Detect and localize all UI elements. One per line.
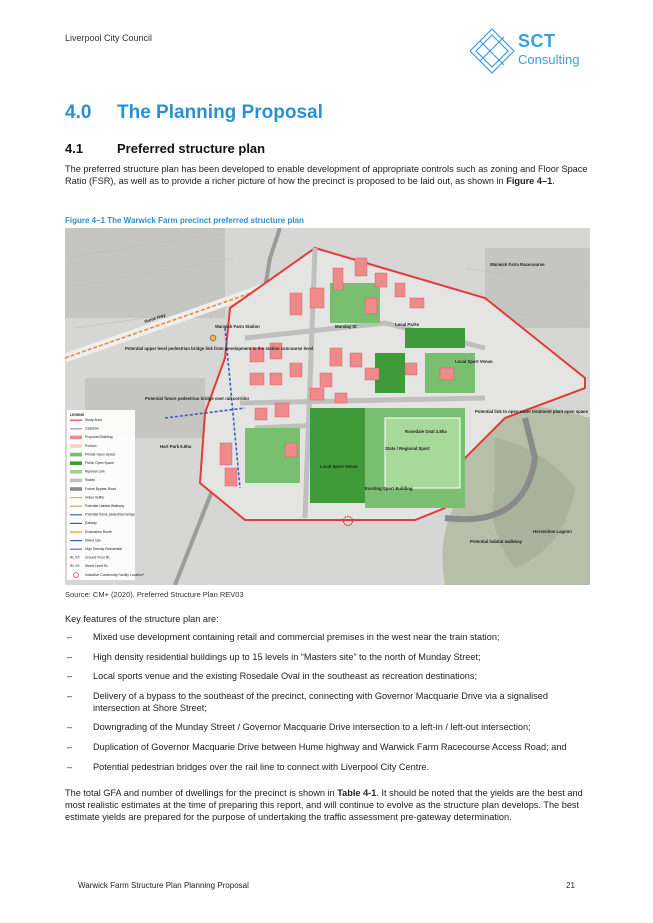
list-item: – Duplication of Governor Macquarie Drive between Hume highway and Warwick Farm Racecourse Access Road; and: [67, 741, 567, 752]
paragraph-text: The preferred structure plan has been developed to enable development of appropriate controls such as zoning and Floor Space Ratio (FSR), as well as to provide a richer picture of how the precinct is proposed to be laid out, as shown in: [65, 164, 588, 186]
logo-text-consulting: Consulting: [518, 52, 580, 67]
label-potential-bridge: Potential upper level pedestrian bridge link from development to the station concourse level: [125, 346, 314, 351]
subsection-title: Preferred structure plan: [117, 141, 266, 156]
list-item-text: Delivery of a bypass to the southeast of the precinct, connecting with Governor Macquarie Drive via a signalised intersection at Shore Street;: [93, 690, 549, 713]
key-features-list: [65, 631, 590, 780]
list-item: – High density residential buildings up to 15 levels in “Masters site” to the north of Munday Street;: [67, 651, 481, 662]
figure-caption: Figure 4–1 The Warwick Farm precinct preferred structure plan: [65, 216, 304, 225]
section-heading: [65, 102, 323, 124]
label-habitat-walkway: Potential habitat walkway: [470, 539, 523, 544]
legend-label: Private Open Space: [85, 452, 116, 457]
label-station: Warwick Farm Station: [215, 324, 260, 329]
label-munday: Munday St: [335, 324, 357, 329]
legend-swatch: [70, 453, 82, 457]
legend-entry: [70, 435, 113, 439]
legend-label: Cadastre: [85, 426, 99, 431]
legend-swatch: RL XX: [70, 555, 80, 560]
legend-entry: [70, 487, 116, 491]
legend-label: Proposed Building: [85, 435, 113, 440]
legend-label: Study Area: [85, 418, 102, 422]
legend-label: Indicative Community Facility Location*: [85, 572, 144, 577]
legend-label: Evacuation Route: [85, 529, 112, 534]
section-number: 4.0: [65, 102, 92, 123]
label-hume-hwy: Hume Hwy: [143, 312, 167, 324]
legend-title: LEGEND: [70, 413, 85, 417]
structure-plan-map-svg: [65, 228, 590, 585]
label-state-sport: State / Regional Sport: [385, 446, 430, 451]
structure-plan-map: [65, 228, 590, 585]
header-organisation: Liverpool City Council: [65, 33, 153, 43]
paragraph-text: The total GFA and number of dwellings for the precinct is shown in: [65, 788, 338, 798]
legend-entry: [70, 461, 114, 465]
label-rosedale: Rosedale Oval 3.8ha: [405, 429, 447, 434]
legend-label: Potential Habitat Walkway: [85, 504, 125, 508]
list-item-text: Mixed use development containing retail and commercial premises in the west near the train station;: [93, 632, 500, 642]
legend-label: Odour Buffer: [85, 495, 105, 500]
legend-label: Riparian Link: [85, 469, 105, 474]
legend-swatch: RL XX: [70, 564, 80, 569]
paragraph-yields: [65, 787, 590, 823]
legend-label: Future Bypass Road: [85, 486, 116, 491]
legend-label: Roads: [85, 478, 95, 483]
legend-label: Ground Floor RL: [85, 555, 111, 560]
list-item: – Downgrading of the Munday Street / Governor Macquarie Drive intersection to a left-in / left-out intersection;: [67, 722, 531, 733]
legend-swatch: [70, 487, 82, 491]
list-item-text: Potential pedestrian bridges over the rail line to connect with Liverpool City Centre.: [93, 761, 430, 772]
footer-title: Warwick Farm Structure Plan Planning Proposal: [78, 881, 249, 890]
list-item: – Potential pedestrian bridges over the rail line to connect with Liverpool City Centre.: [67, 761, 430, 772]
legend-entry: [70, 564, 108, 568]
paragraph-end: . It should be noted that the yields are the best and most realistic estimates at the time of preparing this report, and will continue to evolve as the structure plan develops. The best estimate yields are prepared for the purpose of undertaking the traffic assessment pre-gateway determination.: [65, 788, 583, 822]
list-item: – Local sports venue and the existing Rosedale Oval in the southeast as recreation destinations;: [67, 671, 478, 682]
label-existing-sport: Existing Sport Building: [365, 486, 413, 491]
figure-source: Source: CM+ (2020), Preferred Structure Plan REV03: [65, 590, 244, 599]
figure-reference: Figure 4–1: [506, 176, 553, 186]
legend-entry: [70, 470, 105, 474]
label-racecourse: Warwick Farm Racecourse: [490, 262, 545, 267]
legend-label: Potential future pedestrian bridge: [85, 512, 135, 517]
page-number: 21: [566, 881, 575, 890]
label-potential-future-bridge: Potential future pedestrian bridge over rail corridor: [145, 396, 250, 401]
legend-entry: [70, 452, 115, 456]
logo-text-sct: SCT: [518, 31, 556, 51]
list-item-text: High density residential buildings up to 15 levels in “Masters site” to the north of Munday Street;: [93, 651, 481, 662]
subsection-number: 4.1: [65, 141, 84, 156]
legend-label: Mixed Use: [85, 538, 102, 543]
legend-label: Railway: [85, 521, 97, 526]
table-reference: Table 4-1: [337, 788, 377, 798]
list-item: – Mixed use development containing retail and commercial premises in the west near the train station;: [67, 632, 500, 642]
legend-label: Street Level RL: [85, 564, 109, 569]
legend-swatch: [70, 461, 82, 465]
list-item: – Delivery of a bypass to the southeast of the precinct, connecting with Governor Macquarie Drive via a signalised intersection at Shore Street;: [67, 690, 549, 713]
legend-swatch: [70, 470, 82, 474]
legend-entry: [70, 556, 110, 560]
label-local-parks: Local Parks: [395, 322, 420, 327]
legend-swatch: [70, 479, 82, 483]
label-local-sport-venue-east: Local Sport Venue: [455, 359, 493, 364]
label-link-treatment: Potential link to open water treatment plant open space: [475, 409, 588, 414]
label-local-sport-venue: Local Sport Venue: [320, 464, 358, 469]
key-features-intro: Key features of the structure plan are:: [65, 614, 219, 624]
legend-label: Podium: [85, 443, 97, 448]
legend-entry: [74, 573, 145, 578]
paragraph-end: .: [552, 176, 555, 186]
legend-label: Public Open Space: [85, 461, 115, 465]
list-item-text: Duplication of Governor Macquarie Drive between Hume highway and Warwick Farm Racecourse Access Road; and: [93, 741, 567, 752]
list-item-text: Downgrading of the Munday Street / Governor Macquarie Drive intersection to a left-in / left-out intersection;: [93, 722, 531, 733]
label-horseshoe: Horseshoe Lagoon: [533, 529, 572, 534]
legend-swatch: [70, 444, 82, 448]
paragraph-structure-plan: [65, 163, 590, 187]
subsection-heading: [65, 141, 265, 156]
legend-swatch: [70, 436, 82, 440]
list-item-text: Local sports venue and the existing Rosedale Oval in the southeast as recreation destinations;: [93, 671, 478, 682]
label-hart-park: Hart Park 6.6ha: [160, 444, 192, 449]
legend-label: High Density Residential: [85, 547, 122, 551]
section-title: The Planning Proposal: [117, 102, 323, 123]
